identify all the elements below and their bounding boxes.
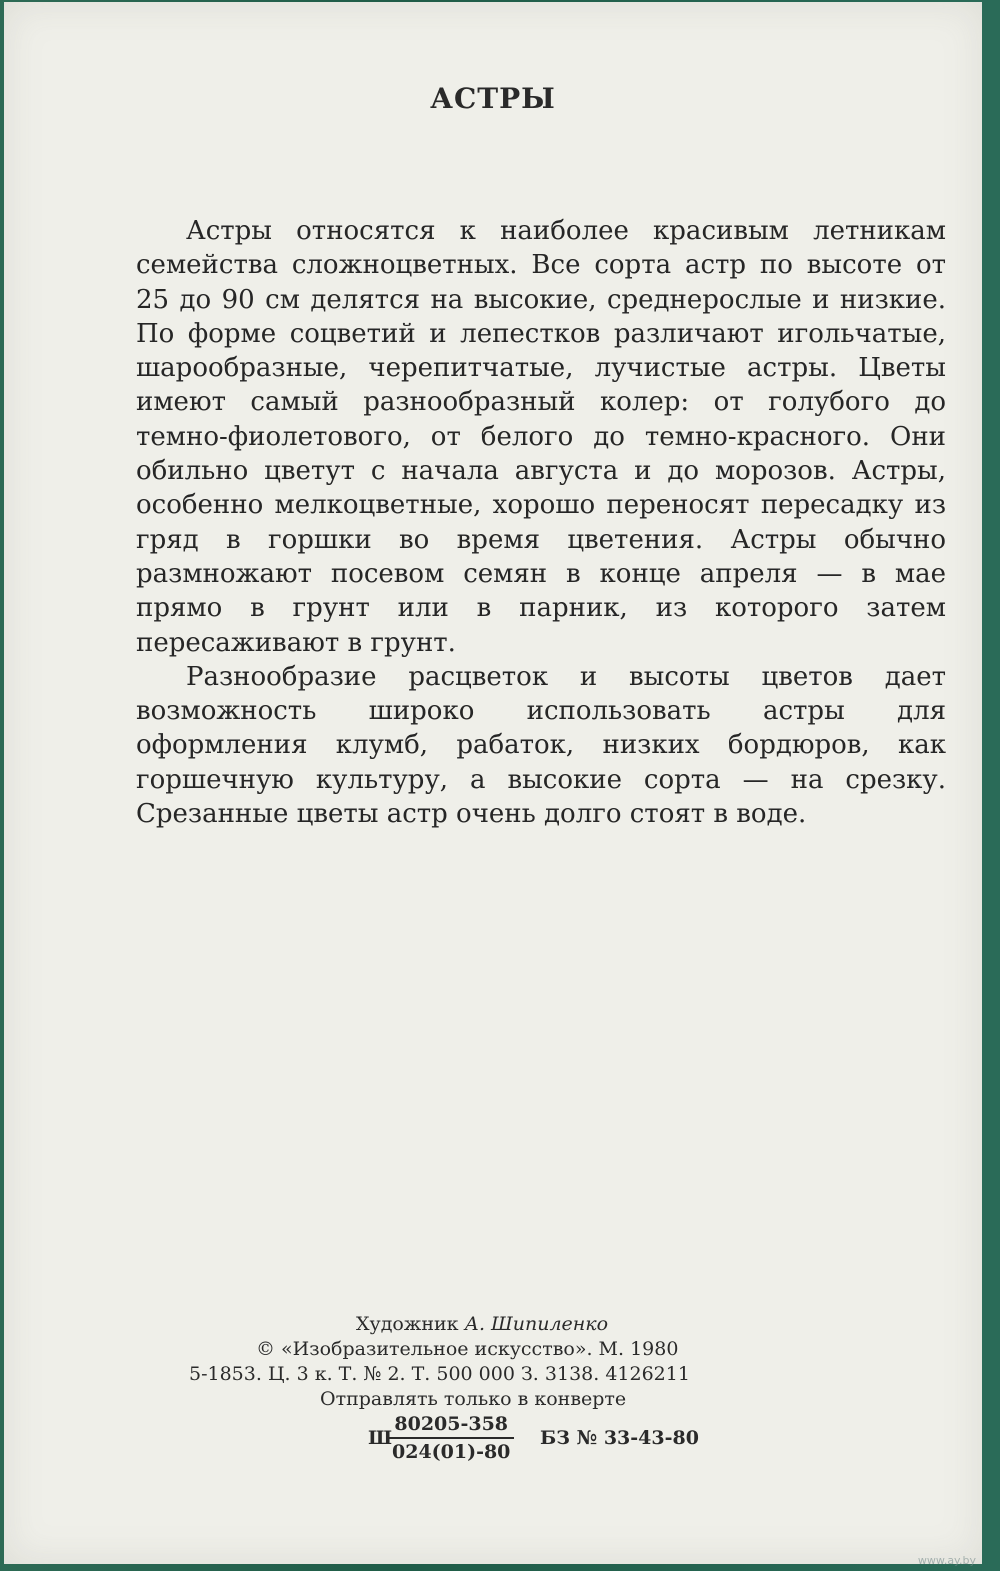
artist-credit <box>164 1312 924 1337</box>
page-title: АСТРЫ <box>430 82 556 115</box>
description-text <box>136 214 946 831</box>
paragraph-1: Астры относятся к наиболее красивым летникам семейства сложноцветных. Все сорта астр по высоте от 25 до 90 см делятся на высокие, среднерослые и низкие. По форме соцветий и лепестков различают игольчатые, шарообразные, черепитчатые, лучистые астры. Цветы имеют самый разнообразный колер: от голубого до темно-фиолетового, от белого до темно-красного. Они обильно цветут с начала августа и до морозов. Астры, особенно мелкоцветные, хорошо переносят пересадку из гряд в горшки во время цветения. Астры обычно размножают посевом семян в конце апреля — в мае прямо в грунт или в парник, из которого затем пересаживают в грунт. <box>136 216 946 658</box>
artist-label: Художник <box>356 1313 459 1335</box>
order-line: 5-1853. Ц. 3 к. Т. № 2. Т. 500 000 З. 3138. 4126211 <box>189 1363 690 1385</box>
index-suffix: БЗ № 33-43-80 <box>540 1427 699 1449</box>
watermark: www.ay.by <box>917 1554 976 1567</box>
index-numerator: 80205-358 <box>388 1412 514 1439</box>
publisher-line: © «Изобразительное искусство». М. 1980 <box>256 1338 679 1360</box>
paragraph-2: Разнообразие расцветок и высоты цветов дает возможность широко использовать астры для оформления клумб, рабаток, низких бордюров, как горшечную культуру, а высокие сорта — на срезку. Срезанные цветы астр очень долго стоят в воде. <box>136 661 946 830</box>
artist-name: А. Шипиленко <box>464 1313 609 1335</box>
envelope-note: Отправлять только в конверте <box>320 1388 627 1410</box>
index-denominator: 024(01)-80 <box>392 1441 511 1463</box>
postcard-back <box>4 2 982 1564</box>
index-fraction <box>388 1412 514 1466</box>
index-code <box>164 1412 924 1470</box>
index-letter: Ш <box>368 1427 393 1449</box>
imprint-block <box>164 1312 924 1470</box>
